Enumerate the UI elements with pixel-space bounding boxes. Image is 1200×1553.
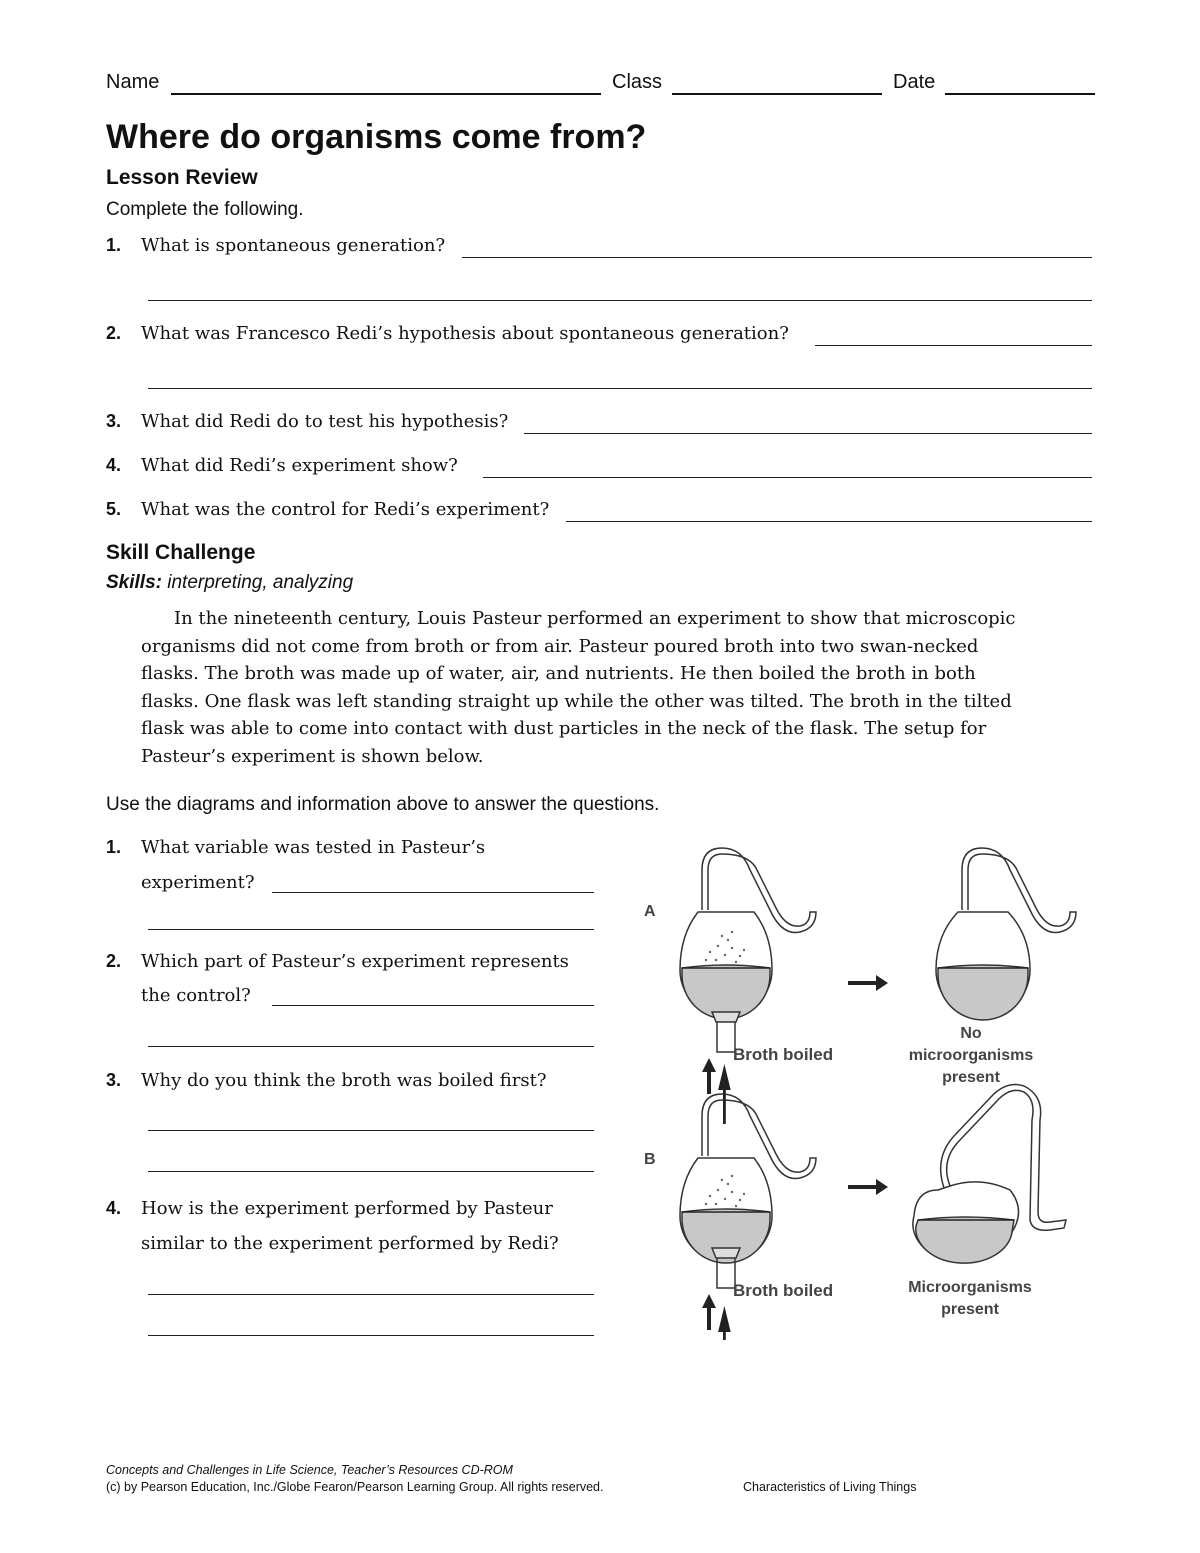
name-label: Name (106, 71, 160, 93)
caption-b-right: present (941, 1301, 999, 1318)
question-number: 1. (106, 235, 122, 255)
answer-line[interactable] (524, 433, 1092, 434)
answer-line[interactable] (566, 521, 1092, 522)
skills-label: Skills: (106, 572, 162, 593)
answer-line[interactable] (815, 345, 1092, 346)
question-text: experiment? (141, 872, 255, 893)
date-label: Date (893, 71, 936, 93)
label-b: B (644, 1151, 656, 1168)
skill-challenge-heading: Skill Challenge (106, 541, 256, 564)
class-label: Class (612, 71, 663, 93)
answer-line[interactable] (148, 1046, 594, 1047)
heat-arrows (702, 1058, 716, 1330)
question-number: 3. (106, 411, 122, 431)
question-text: Why do you think the broth was boiled first? (141, 1070, 547, 1091)
question-text: What did Redi’s experiment show? (141, 455, 458, 476)
question-text: What was Francesco Redi’s hypothesis about spontaneous generation? (141, 323, 789, 344)
flask-a-result (936, 848, 1076, 1020)
question-number: 2. (106, 323, 122, 343)
answer-line[interactable] (148, 1294, 594, 1295)
question-text: How is the experiment performed by Pasteur (141, 1198, 553, 1219)
answer-line[interactable] (483, 477, 1092, 478)
caption-a-right: present (942, 1069, 1000, 1086)
name-field[interactable] (171, 93, 601, 95)
skills-line (106, 572, 353, 594)
question-text: similar to the experiment performed by Redi? (141, 1233, 559, 1254)
question-text: What did Redi do to test his hypothesis? (141, 411, 509, 432)
answer-line[interactable] (272, 892, 594, 893)
lesson-review-heading: Lesson Review (106, 166, 258, 189)
flask-b-tilted (913, 1085, 1066, 1264)
question-number: 4. (106, 455, 122, 475)
footer-chapter: Characteristics of Living Things (743, 1480, 917, 1494)
answer-line[interactable] (462, 257, 1092, 258)
caption-a-right: No (960, 1025, 982, 1042)
skills-text: interpreting, analyzing (167, 572, 354, 593)
question-number: 4. (106, 1198, 122, 1218)
caption-a-left: Broth boiled (733, 1045, 834, 1064)
pasteur-diagram (620, 840, 1100, 1340)
bubbles-b (705, 1175, 745, 1207)
caption-a-right: microorganisms (908, 1047, 1034, 1064)
answer-line[interactable] (272, 1005, 594, 1006)
question-text: What was the control for Redi’s experiment? (141, 499, 550, 520)
answer-line[interactable] (148, 929, 594, 930)
caption-b-left: Broth boiled (733, 1281, 834, 1300)
answer-line[interactable] (148, 388, 1092, 389)
question-number: 5. (106, 499, 122, 519)
page-title: Where do organisms come from? (106, 118, 647, 156)
answer-line[interactable] (148, 1335, 594, 1336)
question-text: What is spontaneous generation? (141, 235, 446, 256)
caption-b-right: Microorganisms (908, 1279, 1032, 1296)
flask-a-boiling (680, 848, 816, 1052)
question-text: Which part of Pasteur’s experiment represents (141, 951, 569, 972)
answer-line[interactable] (148, 300, 1092, 301)
answer-line[interactable] (148, 1130, 594, 1131)
skill-instruction: Use the diagrams and information above to answer the questions. (106, 794, 660, 815)
lesson-review-instruction: Complete the following. (106, 199, 304, 220)
footer-source: Concepts and Challenges in Life Science, Teacher’s Resources CD-ROM (106, 1463, 513, 1477)
date-field[interactable] (945, 93, 1095, 95)
question-number: 1. (106, 837, 122, 857)
bubbles-a (705, 931, 745, 963)
skill-paragraph: In the nineteenth century, Louis Pasteur performed an experiment to show that microscopic organisms did not come from broth or from air. Pasteur poured broth into two swan-necked flasks. The broth was made up of water, air, and nutrients. He then boiled the broth in both flasks. One flask was left standing straight up while the other was tilted. The broth in the tilted flask was able to come into contact with dust particles in the neck of the flask. The setup for Pasteur’s experiment is shown below. (141, 608, 1016, 767)
question-number: 3. (106, 1070, 122, 1090)
question-text: the control? (141, 985, 251, 1006)
footer-copyright: (c) by Pearson Education, Inc./Globe Fearon/Pearson Learning Group. All rights reserved. (106, 1480, 604, 1494)
question-text: What variable was tested in Pasteur’s (141, 837, 486, 858)
answer-line[interactable] (148, 1171, 594, 1172)
question-number: 2. (106, 951, 122, 971)
label-a: A (644, 903, 656, 920)
flask-b-boiling (680, 1094, 816, 1288)
class-field[interactable] (672, 93, 882, 95)
